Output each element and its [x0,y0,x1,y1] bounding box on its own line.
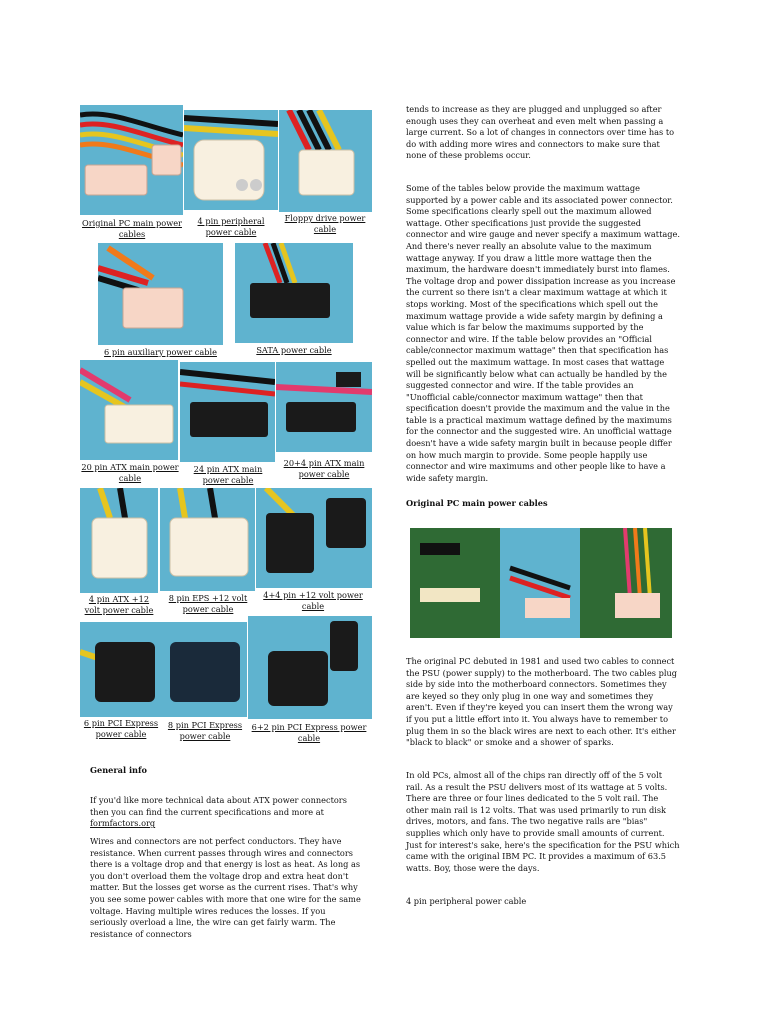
photo-8pin-pcie [162,622,247,717]
caption-6plus2-pcie: 6+2 pin PCI Express power cable [251,722,367,743]
photo-4pin-peripheral [184,110,278,210]
photo-6plus2-pcie [248,616,372,719]
caption-8pin-pcie: 8 pin PCI Express power cable [167,720,243,741]
photo-24pin-atx [180,362,275,462]
photo-floppy [279,110,372,212]
caption-sata: SATA power cable [256,345,332,355]
caption-original-pc: Original PC main power cables [82,218,182,239]
caption-8pin-eps: 8 pin EPS +12 volt power cable [168,593,248,614]
caption-6pin-aux: 6 pin auxiliary power cable [104,347,217,357]
peripheral-heading: 4 pin peripheral power cable [406,896,527,906]
photo-20pin-atx [80,360,178,460]
formfactors-link[interactable]: formfactors.org [90,818,156,829]
photo-original-pc-cables [80,105,183,215]
photo-20plus4-atx [276,362,372,452]
caption-floppy: Floppy drive power cable [284,213,366,234]
photo-6pin-aux [98,243,223,345]
general-info-heading: General info [90,765,147,775]
caption-4plus4-12v: 4+4 pin +12 volt power cable [263,590,363,611]
wires-paragraph: Wires and connectors are not perfect conductors. They have resistance. When current passes through wires and connectors there is a voltage drop and that energy is lost as heat. As long as you don't overload them the voltage drop and extra heat don't matter. But the losses get worse as the current rises. That's why you see some power cables with more that one wire for the same voltage. Having multiple wires reduces the losses. If you seriously overload a line, the wire can get fairly warm. The resistance of connectors [90,836,361,939]
caption-20plus4-atx: 20+4 pin ATX main power cable [283,458,365,479]
photo-4plus4-12v [256,488,372,588]
photo-6pin-pcie [80,622,162,717]
photo-4pin-atx-12v [80,488,158,593]
right-paragraph-4: In old PCs, almost all of the chips ran directly off of the 5 volt rail. As a result the PSU delivers most of its wattage at 5 volts. There are three or four lines dedicated to the 5 volt rail. The other main rail is 12 volts. That was used primarily to run disk drives, motors, and fans. The two negative rails are "bias" supplies which only have to provide small amounts of current. Just for interest's sake, here's the specification for the PSU which came with the original IBM PC. It provides a maximum of 63.5 watts. Boy, those were the days. [406,770,680,873]
right-paragraph-2: Some of the tables below provide the maximum wattage supported by a power cable and its associated power connector. Some specifications clearly spell out the maximum allowed wattage. Other specifications just provide the suggested connector and wire gauge and never specify a maximum wattage. And there's never really an absolute value to the maximum wattage anyway. If you draw a little more wattage then the maximum, the hardware doesn't immediately burst into flames. The voltage drop and power dissipation increase as you increase the current so there isn't a clear maximum wattage at which it stops working. Most of the specifications which spell out the maximum wattage provide a wide safety margin by defining a value which is far below the maximums supported by the connector and wire. If the table below provides an "Official cable/connector maximum wattage" then that specification has spelled out the maximum wattage. In most cases that wattage will be significantly below what can actually be handled by the suggested connector and wire. If the table provides an "Unofficial cable/connector maximum wattage" then that specification doesn't provide the maximum and the value in the table is a practical maximum wattage defined by the maximums for the connector and the suggested wire. An unofficial wattage doesn't have a wide safety margin built in because people differ on how much margin to provide. Some people happily use connector and wire maximums and other people like to have a wide safety margin. [406,183,680,483]
photo-motherboard-connectors [410,528,672,638]
general-info-text [90,795,362,830]
right-paragraph-1: tends to increase as they are plugged and unplugged so after enough uses they can overheat and even melt when passing a large current. So a lot of changes in connectors over time has to do with adding more wires and connectors to make sure that none of these problems occur. [406,104,675,161]
right-paragraph-3: The original PC debuted in 1981 and used two cables to connect the PSU (power supply) to the motherboard. The two cables plug side by side into the motherboard connectors. Sometimes they are keyed so they only plug in one way and sometimes they aren't. Even if they're keyed you can insert them the wrong way if you put a little effort into it. You always have to remember to plug them in so the black wires are next to each other. It's either "black to black" or smoke and a shower of sparks. [406,656,677,748]
caption-6pin-pcie: 6 pin PCI Express power cable [83,718,159,739]
photo-sata [235,243,353,343]
caption-20pin-atx: 20 pin ATX main power cable [81,462,179,483]
general-info-body: If you'd like more technical data about ATX power connectors then you can find the current specifications and more at [90,795,347,817]
caption-4pin-atx-12v: 4 pin ATX +12 volt power cable [84,594,154,615]
caption-24pin-atx: 24 pin ATX main power cable [193,464,263,485]
photo-8pin-eps [160,488,255,591]
original-pc-heading: Original PC main power cables [406,498,548,508]
caption-4pin-peripheral: 4 pin peripheral power cable [197,216,265,237]
